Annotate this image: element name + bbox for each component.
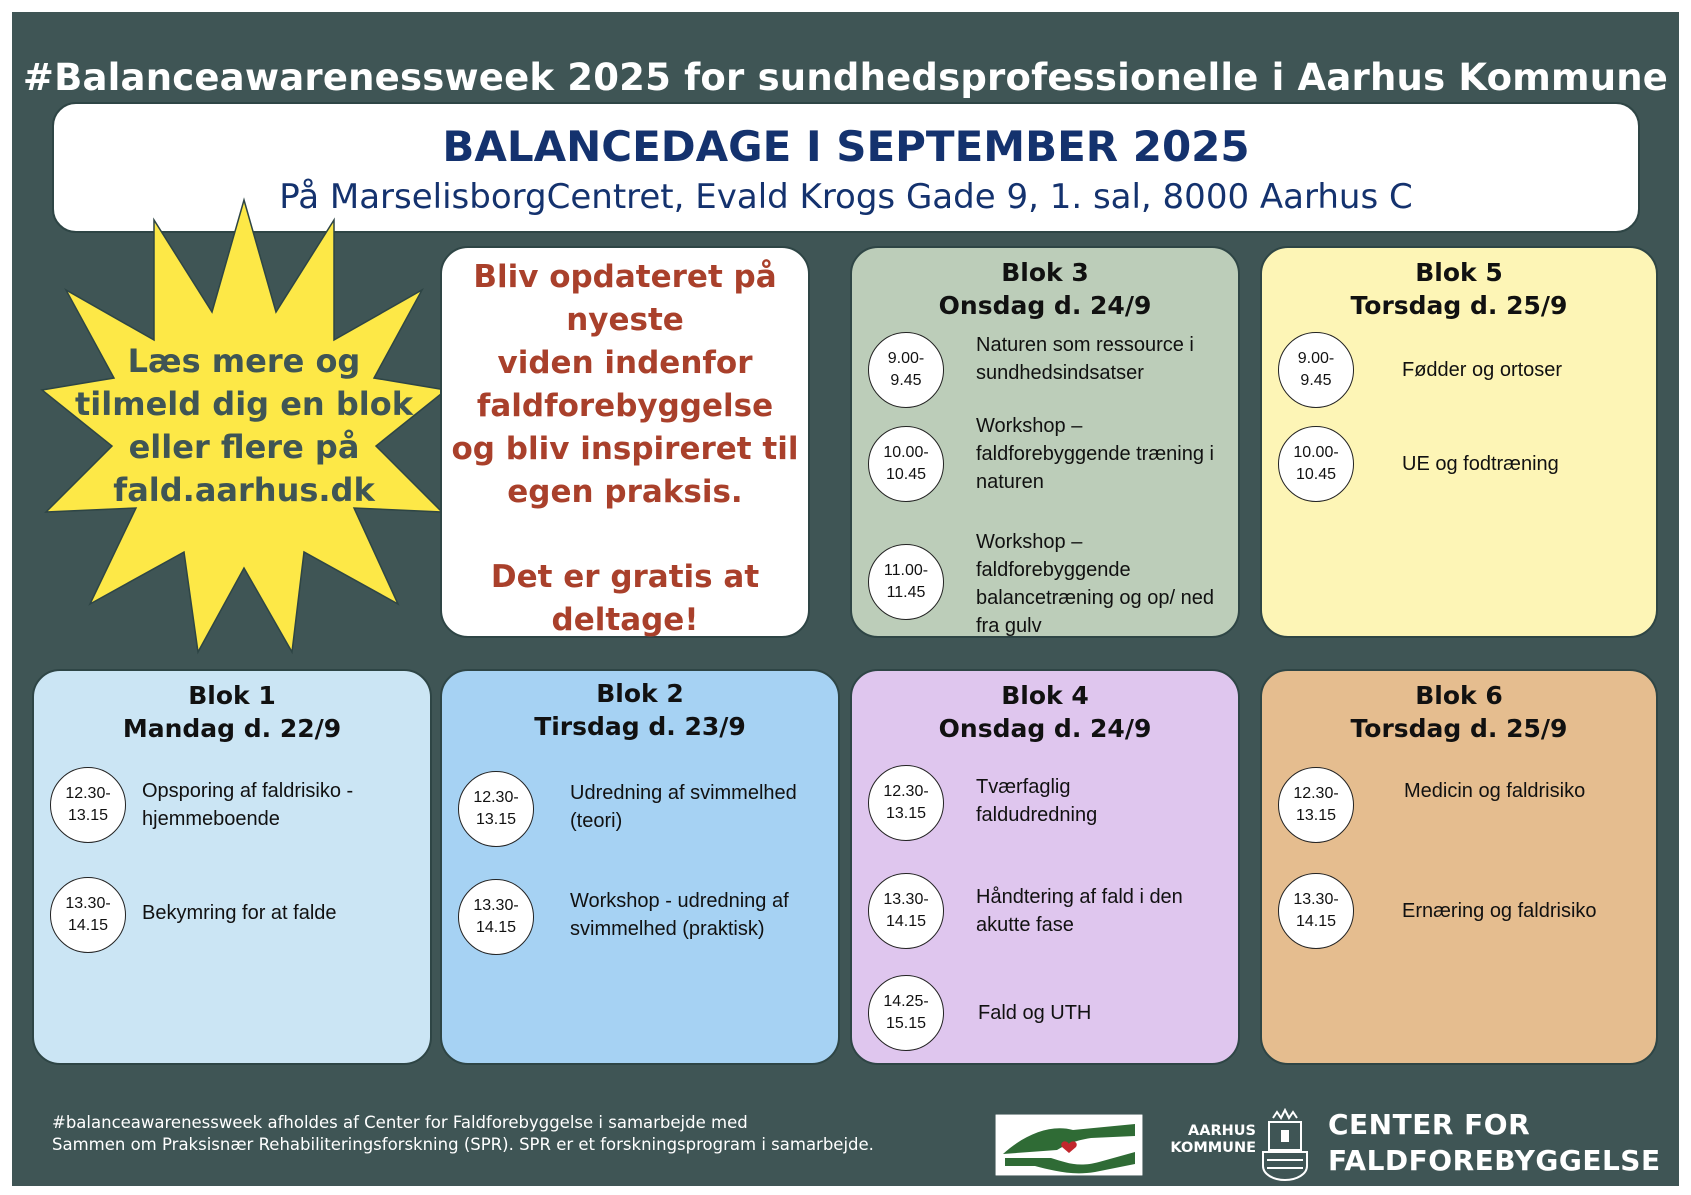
intro-line: og bliv inspireret til <box>451 431 799 467</box>
time-badge <box>868 332 944 408</box>
block-day: Torsdag d. 25/9 <box>1350 714 1568 743</box>
kommune-line: KOMMUNE <box>1170 1140 1256 1156</box>
session-title: Medicin og faldrisiko <box>1404 780 1586 802</box>
session-title: Fødder og ortoser <box>1402 359 1563 381</box>
time-end: 10.45 <box>885 466 927 483</box>
block-name: Blok 1 <box>188 681 276 710</box>
block-name: Blok 2 <box>596 679 684 708</box>
intro-panel <box>440 246 810 638</box>
block-title <box>34 679 430 745</box>
free-line: Det er gratis at <box>490 559 760 595</box>
time-badge <box>868 873 944 949</box>
time-end: 9.45 <box>1300 372 1332 389</box>
time-start: 12.30- <box>473 789 519 806</box>
hands-heart-logo <box>995 1114 1143 1176</box>
time-end: 11.45 <box>886 584 926 601</box>
page-title: BALANCEDAGE I SEPTEMBER 2025 <box>442 122 1250 171</box>
session-title: Workshop – faldforebyggende balancetræning og op/ ned fra gulv <box>976 531 1214 637</box>
block-name: Blok 3 <box>1001 258 1089 287</box>
kommune-label <box>1160 1123 1256 1157</box>
venue-address: På MarselisborgCentret, Evald Krogs Gade 9, 1. sal, 8000 Aarhus C <box>279 177 1413 217</box>
time-start: 9.00- <box>1297 350 1335 367</box>
block-day: Mandag d. 22/9 <box>122 714 342 743</box>
time-end: 15.15 <box>885 1015 927 1032</box>
session-title: Udredning af svimmelhed (teori) <box>570 782 797 832</box>
time-start: 10.00- <box>1293 444 1339 461</box>
time-start: 13.30- <box>65 895 111 912</box>
block-6-panel <box>1260 669 1658 1065</box>
time-end: 13.15 <box>67 807 109 824</box>
session-title: Fald og UTH <box>978 1002 1092 1024</box>
time-badge <box>1278 873 1354 949</box>
block-1-panel <box>32 669 432 1065</box>
time-end: 13.15 <box>1295 807 1337 824</box>
block-day: Torsdag d. 25/9 <box>1350 291 1568 320</box>
time-badge <box>1278 426 1354 502</box>
block-title <box>852 679 1238 745</box>
intro-line: Bliv opdateret på <box>473 259 777 295</box>
time-end: 14.15 <box>885 913 927 930</box>
time-end: 13.15 <box>885 805 927 822</box>
aarhus-seal-icon <box>1257 1108 1313 1182</box>
block-title <box>442 677 838 743</box>
time-start: 12.30- <box>65 785 111 802</box>
time-end: 13.15 <box>475 811 517 828</box>
block-day: Onsdag d. 24/9 <box>938 291 1152 320</box>
time-badge <box>1278 767 1354 843</box>
block-4-panel <box>850 669 1240 1065</box>
time-badge <box>868 765 944 841</box>
session-title: Håndtering af fald i den akutte fase <box>976 886 1183 936</box>
block-5-panel <box>1260 246 1658 638</box>
time-start: 13.30- <box>473 897 519 914</box>
block-name: Blok 4 <box>1001 681 1089 710</box>
block-3-panel <box>850 246 1240 638</box>
time-end: 10.45 <box>1295 466 1337 483</box>
time-end: 14.15 <box>475 919 517 936</box>
session-title: Workshop - udredning af svimmelhed (praktisk) <box>570 890 789 940</box>
time-badge <box>458 771 534 847</box>
session-title: Ernæring og faldrisiko <box>1402 900 1597 922</box>
signup-callout <box>34 340 454 512</box>
time-start: 9.00- <box>887 350 925 367</box>
intro-line: egen praksis. <box>507 474 743 510</box>
time-start: 10.00- <box>883 444 929 461</box>
time-end: 14.15 <box>67 917 109 934</box>
footer-note <box>52 1112 952 1156</box>
intro-line: nyeste <box>566 302 684 338</box>
seal-crown <box>1273 1110 1297 1118</box>
intro-line: viden indenfor <box>497 345 753 381</box>
block-2-panel <box>440 669 840 1065</box>
time-badge <box>50 877 126 953</box>
seal-shield <box>1263 1152 1307 1180</box>
signup-line: eller flere på <box>128 428 360 466</box>
signup-line: tilmeld dig en blok <box>75 385 413 423</box>
time-badge <box>868 544 944 620</box>
time-badge <box>50 767 126 843</box>
block-title <box>852 256 1238 322</box>
center-line: FALDFOREBYGGELSE <box>1328 1144 1661 1177</box>
time-start: 12.30- <box>1293 785 1339 802</box>
session-title: Opsporing af faldrisiko - hjemmeboende <box>142 780 354 830</box>
time-badge <box>458 879 534 955</box>
signup-line: Læs mere og <box>127 342 361 380</box>
time-badge <box>868 975 944 1051</box>
time-start: 12.30- <box>883 783 929 800</box>
block-title <box>1262 679 1656 745</box>
session-title: UE og fodtræning <box>1402 453 1559 475</box>
block-day: Onsdag d. 24/9 <box>938 714 1152 743</box>
center-logo-text <box>1328 1107 1678 1179</box>
time-badge <box>868 426 944 502</box>
session-title: Bekymring for at falde <box>142 902 337 924</box>
block-name: Blok 6 <box>1415 681 1503 710</box>
free-line: deltage! <box>551 602 699 638</box>
session-title: Naturen som ressource i sundhedsindsatser <box>976 334 1194 384</box>
footer-line: #balanceawarenessweek afholdes af Center for Faldforebyggelse i samarbejde med <box>52 1113 748 1132</box>
seal-window <box>1281 1130 1289 1142</box>
block-name: Blok 5 <box>1415 258 1503 287</box>
time-start: 13.30- <box>1293 891 1339 908</box>
signup-link[interactable]: fald.aarhus.dk <box>113 471 375 509</box>
time-start: 14.25- <box>883 993 929 1010</box>
footer-line: Sammen om Praksisnær Rehabiliteringsforskning (SPR). SPR er et forskningsprogram i samarbejde. <box>52 1135 874 1154</box>
session-title: Tværfaglig faldudredning <box>976 776 1098 826</box>
headline: #Balanceawarenessweek 2025 for sundhedsprofessionelle i Aarhus Kommune <box>22 56 1669 99</box>
block-day: Tirsdag d. 23/9 <box>534 712 746 741</box>
time-end: 9.45 <box>890 372 922 389</box>
time-end: 14.15 <box>1295 913 1337 930</box>
kommune-line: AARHUS <box>1188 1123 1256 1139</box>
time-start: 13.30- <box>883 891 929 908</box>
time-start: 11.00- <box>883 562 929 579</box>
intro-gap <box>442 514 808 556</box>
session-title: Workshop – faldforebyggende træning i naturen <box>976 415 1214 493</box>
block-title <box>1262 256 1656 322</box>
poster <box>12 12 1679 1186</box>
center-line: CENTER FOR <box>1328 1108 1531 1141</box>
intro-line: faldforebyggelse <box>476 388 774 424</box>
time-badge <box>1278 332 1354 408</box>
